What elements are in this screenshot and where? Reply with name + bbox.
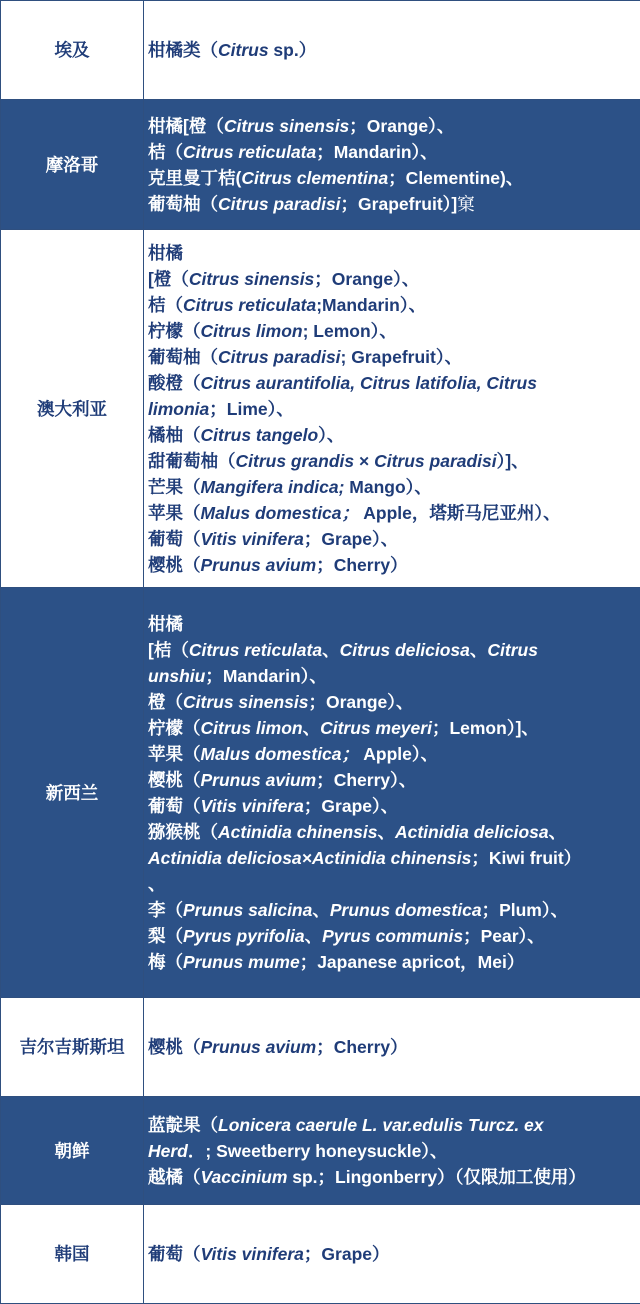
fruit-text: 窠 <box>457 194 475 214</box>
species-name: Pyrus pyrifolia <box>183 926 305 946</box>
fruit-text: 橙（ <box>148 692 183 712</box>
fruit-line <box>148 139 640 165</box>
table-row <box>1 230 640 588</box>
fruit-text: 、 <box>148 874 166 894</box>
fruit-text: 葡萄（ <box>148 529 201 549</box>
fruit-line <box>148 793 640 819</box>
species-name: Citrus paradisi <box>218 347 341 367</box>
species-name: Citrus limon <box>201 321 303 341</box>
species-name: Citrus clementina <box>241 168 388 188</box>
fruit-list <box>144 588 640 998</box>
fruit-text: ；Orange）、 <box>308 692 413 712</box>
fruit-text: ；Orange）、 <box>314 269 419 289</box>
fruit-text: ;Mandarin）、 <box>316 295 426 315</box>
species-name: Actinidia deliciosa <box>395 822 549 842</box>
fruit-line <box>148 871 640 897</box>
fruit-text: 、 <box>322 640 340 660</box>
fruit-line <box>148 663 640 689</box>
fruit-text: ；Cherry） <box>316 1037 407 1057</box>
species-name: Citrus paradisi <box>374 451 497 471</box>
fruit-line <box>148 37 640 63</box>
species-name: Citrus limon <box>201 718 303 738</box>
fruit-line <box>148 266 640 292</box>
species-name: Prunus mume <box>183 952 300 972</box>
fruit-text: 蓝靛果（ <box>148 1115 218 1135</box>
fruit-line <box>148 1034 640 1060</box>
species-name: Citrus aurantifolia, Citrus latifolia, Citrus <box>201 373 537 393</box>
fruit-list <box>144 1097 640 1205</box>
species-name: Prunus avium <box>201 770 317 790</box>
fruit-line <box>148 191 640 217</box>
table-row <box>1 1 640 100</box>
fruit-line <box>148 474 640 500</box>
fruit-line <box>148 552 640 578</box>
fruit-line <box>148 240 640 266</box>
fruit-text: 李（ <box>148 900 183 920</box>
fruit-line <box>148 819 640 845</box>
fruit-text: ；Pear）、 <box>463 926 545 946</box>
fruit-line <box>148 396 640 422</box>
species-name: Actinidia deliciosa×Actinidia chinensis <box>148 848 471 868</box>
fruit-text: ；Lime）、 <box>209 399 294 419</box>
species-name: Citrus meyeri <box>320 718 432 738</box>
fruit-line <box>148 637 640 663</box>
species-name: Citrus reticulata <box>183 295 316 315</box>
species-name: Citrus paradisi <box>218 194 341 214</box>
fruit-text: × <box>354 451 374 471</box>
fruit-text: 樱桃（ <box>148 770 201 790</box>
fruit-text: ；Mandarin）、 <box>205 666 327 686</box>
fruit-line <box>148 689 640 715</box>
species-name: Citrus <box>218 40 269 60</box>
table-row <box>1 100 640 230</box>
fruit-text: 柠檬（ <box>148 718 201 738</box>
species-name: Citrus sinensis <box>224 116 349 136</box>
fruit-text: ；Grape）、 <box>304 529 398 549</box>
fruit-text: 苹果（ <box>148 744 201 764</box>
species-name: Prunus salicina <box>183 900 312 920</box>
fruit-line <box>148 845 640 871</box>
fruit-text: ；Grape）、 <box>304 796 398 816</box>
species-name: Citrus <box>487 640 538 660</box>
fruit-text: 酸橙（ <box>148 373 201 393</box>
table-row <box>1 998 640 1097</box>
fruit-text: 梨（ <box>148 926 183 946</box>
fruit-text: 樱桃（ <box>148 555 201 575</box>
fruit-text: 葡萄（ <box>148 1244 201 1264</box>
fruit-text: Mango）、 <box>344 477 432 497</box>
fruit-line <box>148 113 640 139</box>
species-name: Prunus domestica <box>330 900 482 920</box>
fruit-line <box>148 1138 640 1164</box>
fruit-text: 芒果（ <box>148 477 201 497</box>
fruit-text: 、 <box>377 822 395 842</box>
species-name: Vitis vinifera <box>201 529 304 549</box>
fruit-text: ；Grape） <box>304 1244 390 1264</box>
fruit-text: ; Grapefruit）、 <box>341 347 463 367</box>
fruit-list <box>144 998 640 1097</box>
fruit-text: 、 <box>312 900 330 920</box>
fruit-text: 苹果（ <box>148 503 201 523</box>
species-name: Pyrus communis <box>322 926 463 946</box>
fruit-text: 柠檬（ <box>148 321 201 341</box>
fruit-text: 柑橘 <box>148 243 183 263</box>
fruit-text: 橘柚（ <box>148 425 201 445</box>
species-name: Vitis vinifera <box>201 796 304 816</box>
fruit-line <box>148 949 640 975</box>
fruit-line <box>148 292 640 318</box>
country-cell: 新西兰 <box>1 588 144 998</box>
country-cell: 韩国 <box>1 1205 144 1304</box>
species-name: Mangifera indica; <box>201 477 345 497</box>
fruit-text: ；Lemon）]、 <box>432 718 539 738</box>
fruit-text: 甜葡萄柚（ <box>148 451 236 471</box>
fruit-text: 桔（ <box>148 142 183 162</box>
species-name: limonia <box>148 399 209 419</box>
species-name: Vitis vinifera <box>201 1244 304 1264</box>
species-name: Citrus tangelo <box>201 425 319 445</box>
fruit-line <box>148 1164 640 1190</box>
fruit-line <box>148 500 640 526</box>
country-cell: 吉尔吉斯斯坦 <box>1 998 144 1097</box>
fruit-text: ; Lemon）、 <box>303 321 397 341</box>
fruit-text: 克里曼丁桔( <box>148 168 241 188</box>
fruit-text: 梅（ <box>148 952 183 972</box>
fruit-text: 葡萄柚（ <box>148 194 218 214</box>
fruit-line <box>148 767 640 793</box>
fruit-text: 樱桃（ <box>148 1037 201 1057</box>
fruit-line <box>148 897 640 923</box>
fruit-list <box>144 1205 640 1304</box>
fruit-line <box>148 448 640 474</box>
fruit-list <box>144 100 640 230</box>
fruit-line <box>148 344 640 370</box>
fruit-text: 柑橘[橙（ <box>148 116 224 136</box>
fruit-text: 、 <box>470 640 488 660</box>
species-name: Herd <box>148 1141 188 1161</box>
fruit-text: Apple，塔斯马尼亚州）、 <box>359 503 561 523</box>
country-cell: 摩洛哥 <box>1 100 144 230</box>
fruit-text: 、 <box>305 926 323 946</box>
table-row <box>1 1205 640 1304</box>
table-row <box>1 588 640 998</box>
fruit-text: ；Orange）、 <box>349 116 454 136</box>
fruit-text: ；Kiwi fruit） <box>471 848 581 868</box>
fruit-text: 、 <box>549 822 567 842</box>
fruit-line <box>148 526 640 552</box>
fruit-text: [桔（ <box>148 640 189 660</box>
species-name: Citrus grandis <box>236 451 355 471</box>
fruit-text: ；Cherry） <box>316 555 407 575</box>
fruit-text: ．; Sweetberry honeysuckle）、 <box>188 1141 448 1161</box>
fruit-text: 、 <box>303 718 321 738</box>
fruit-line <box>148 715 640 741</box>
species-name: Lonicera caerule L. var.edulis Turcz. ex <box>218 1115 544 1135</box>
fruit-line <box>148 422 640 448</box>
species-name: Malus domestica； <box>201 503 360 523</box>
fruit-text: ；Mandarin）、 <box>316 142 438 162</box>
fruit-line <box>148 611 640 637</box>
fruit-text: ；Japanese apricot，Mei） <box>300 952 525 972</box>
species-name: Actinidia chinensis <box>218 822 377 842</box>
species-name: Citrus sinensis <box>183 692 308 712</box>
fruit-text: 柑橘 <box>148 614 183 634</box>
country-cell: 朝鲜 <box>1 1097 144 1205</box>
fruit-text: 猕猴桃（ <box>148 822 218 842</box>
fruit-text: ；Plum）、 <box>482 900 569 920</box>
species-name: Prunus avium <box>201 555 317 575</box>
fruit-list <box>144 230 640 588</box>
fruit-list <box>144 1 640 100</box>
fruit-line <box>148 370 640 396</box>
fruit-line <box>148 165 640 191</box>
fruit-text: Apple）、 <box>359 744 438 764</box>
species-name: Malus domestica； <box>201 744 360 764</box>
fruit-text: 葡萄（ <box>148 796 201 816</box>
fruit-line <box>148 923 640 949</box>
country-cell: 澳大利亚 <box>1 230 144 588</box>
species-name: Prunus avium <box>201 1037 317 1057</box>
species-name: Citrus reticulata <box>183 142 316 162</box>
table-row <box>1 1097 640 1205</box>
fruit-text: 越橘（ <box>148 1167 201 1187</box>
fruit-line <box>148 1112 640 1138</box>
species-name: unshiu <box>148 666 205 686</box>
species-name: Vaccinium <box>201 1167 288 1187</box>
fruit-text: 葡萄柚（ <box>148 347 218 367</box>
fruit-text: 柑橘类（ <box>148 40 218 60</box>
species-name: Citrus reticulata <box>189 640 322 660</box>
fruit-text: ；Cherry）、 <box>316 770 416 790</box>
fruit-text: ）、 <box>318 425 344 445</box>
country-cell: 埃及 <box>1 1 144 100</box>
fruit-line <box>148 1241 640 1267</box>
fruit-text: ）]、 <box>497 451 529 471</box>
fruit-text: ；Grapefruit）] <box>341 194 458 214</box>
fruit-text: [橙（ <box>148 269 189 289</box>
fruit-line <box>148 318 640 344</box>
fruit-text: sp.；Lingonberry）（仅限加工使用） <box>287 1167 585 1187</box>
fruit-text: sp.） <box>269 40 317 60</box>
fruit-line <box>148 741 640 767</box>
species-name: Citrus sinensis <box>189 269 314 289</box>
fruit-text: 桔（ <box>148 295 183 315</box>
species-name: Citrus deliciosa <box>340 640 470 660</box>
fruit-text: ；Clementine)、 <box>388 168 523 188</box>
